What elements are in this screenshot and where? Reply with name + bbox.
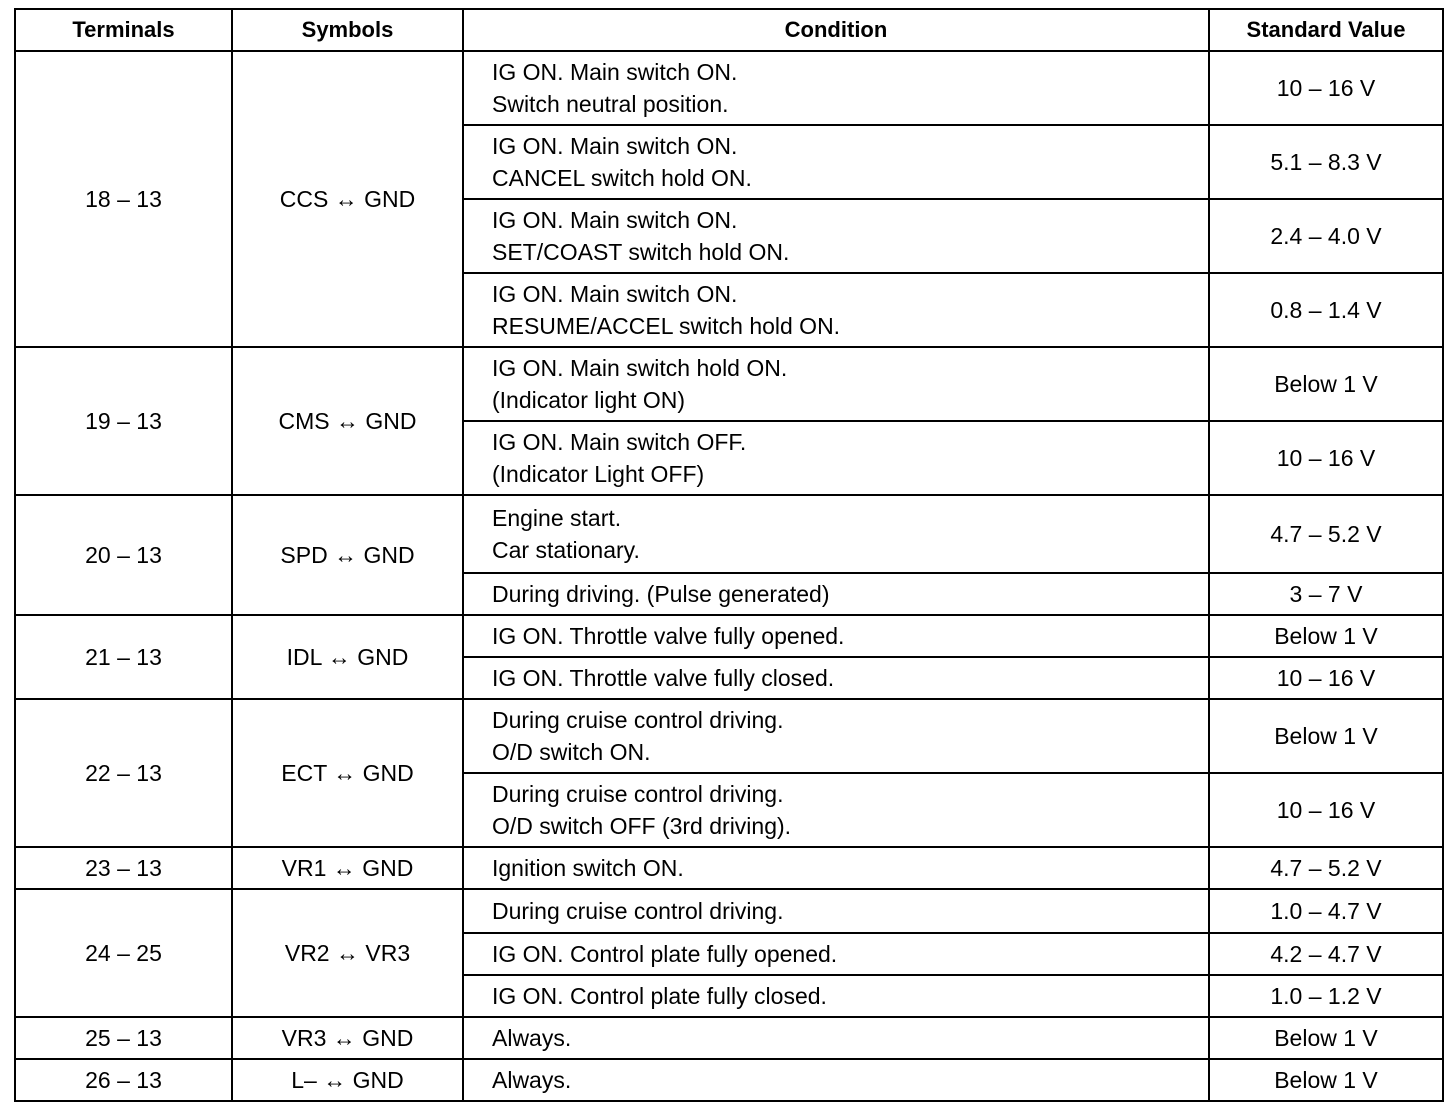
condition-line: During cruise control driving. xyxy=(492,898,784,924)
condition-line: IG ON. Main switch hold ON. xyxy=(492,355,788,381)
terminals-cell: 22 – 13 xyxy=(15,699,232,847)
header-condition: Condition xyxy=(463,9,1209,51)
condition-line: IG ON. Main switch OFF. xyxy=(492,429,747,455)
condition-cell xyxy=(463,421,1209,495)
condition-cell xyxy=(463,699,1209,773)
symbol-cell: CCS ↔ GND xyxy=(232,51,463,347)
terminals-cell: 26 – 13 xyxy=(15,1059,232,1101)
table-row xyxy=(15,615,1443,657)
table-row xyxy=(15,495,1443,573)
condition-line: IG ON. Throttle valve fully opened. xyxy=(492,623,845,649)
condition-cell xyxy=(463,199,1209,273)
standard-value-cell: 3 – 7 V xyxy=(1209,573,1443,615)
condition-line: O/D switch OFF (3rd driving). xyxy=(492,813,792,839)
table-body xyxy=(15,51,1443,1101)
header-symbols: Symbols xyxy=(232,9,463,51)
table-row xyxy=(15,1017,1443,1059)
terminals-cell: 25 – 13 xyxy=(15,1017,232,1059)
condition-cell xyxy=(463,51,1209,125)
table-row xyxy=(15,699,1443,773)
symbol-cell: VR1 ↔ GND xyxy=(232,847,463,889)
condition-line: Engine start. xyxy=(492,505,622,531)
terminals-cell: 18 – 13 xyxy=(15,51,232,347)
condition-line: Always. xyxy=(492,1025,572,1051)
condition-line: IG ON. Main switch ON. xyxy=(492,207,738,233)
standard-value-cell: Below 1 V xyxy=(1209,1059,1443,1101)
condition-cell xyxy=(463,573,1209,615)
condition-cell xyxy=(463,933,1209,975)
standard-value-cell: 1.0 – 4.7 V xyxy=(1209,889,1443,933)
standard-value-cell: Below 1 V xyxy=(1209,699,1443,773)
symbol-cell: ECT ↔ GND xyxy=(232,699,463,847)
condition-line: (Indicator Light OFF) xyxy=(492,461,705,487)
condition-cell xyxy=(463,657,1209,699)
table-row xyxy=(15,847,1443,889)
standard-value-cell: 4.7 – 5.2 V xyxy=(1209,847,1443,889)
condition-cell xyxy=(463,847,1209,889)
header-row xyxy=(15,9,1443,51)
symbol-cell: CMS ↔ GND xyxy=(232,347,463,495)
symbol-cell: VR3 ↔ GND xyxy=(232,1017,463,1059)
condition-line: SET/COAST switch hold ON. xyxy=(492,239,790,265)
table-row xyxy=(15,889,1443,933)
condition-cell xyxy=(463,273,1209,347)
standard-value-cell: 4.2 – 4.7 V xyxy=(1209,933,1443,975)
condition-line: IG ON. Main switch ON. xyxy=(492,281,738,307)
condition-line: O/D switch ON. xyxy=(492,739,651,765)
condition-line: IG ON. Throttle valve fully closed. xyxy=(492,665,835,691)
condition-cell xyxy=(463,347,1209,421)
condition-line: During cruise control driving. xyxy=(492,707,784,733)
header-standard-value: Standard Value xyxy=(1209,9,1443,51)
terminals-cell: 20 – 13 xyxy=(15,495,232,615)
condition-cell xyxy=(463,615,1209,657)
symbol-cell: SPD ↔ GND xyxy=(232,495,463,615)
condition-line: RESUME/ACCEL switch hold ON. xyxy=(492,313,841,339)
condition-cell xyxy=(463,495,1209,573)
header-terminals: Terminals xyxy=(15,9,232,51)
standard-value-cell: 4.7 – 5.2 V xyxy=(1209,495,1443,573)
symbol-cell: L– ↔ GND xyxy=(232,1059,463,1101)
terminals-cell: 19 – 13 xyxy=(15,347,232,495)
standard-value-cell: 5.1 – 8.3 V xyxy=(1209,125,1443,199)
symbol-cell: IDL ↔ GND xyxy=(232,615,463,699)
condition-line: Ignition switch ON. xyxy=(492,855,684,881)
condition-line: During driving. (Pulse generated) xyxy=(492,581,830,607)
condition-line: IG ON. Main switch ON. xyxy=(492,133,738,159)
condition-cell xyxy=(463,889,1209,933)
terminal-spec-table xyxy=(14,8,1444,1102)
symbol-cell: VR2 ↔ VR3 xyxy=(232,889,463,1017)
table-row xyxy=(15,51,1443,125)
terminals-cell: 23 – 13 xyxy=(15,847,232,889)
standard-value-cell: Below 1 V xyxy=(1209,615,1443,657)
condition-cell xyxy=(463,773,1209,847)
table-row xyxy=(15,1059,1443,1101)
table-row xyxy=(15,347,1443,421)
condition-line: CANCEL switch hold ON. xyxy=(492,165,752,191)
condition-line: During cruise control driving. xyxy=(492,781,784,807)
condition-cell xyxy=(463,125,1209,199)
standard-value-cell: Below 1 V xyxy=(1209,1017,1443,1059)
condition-line: IG ON. Control plate fully opened. xyxy=(492,941,838,967)
condition-cell xyxy=(463,1017,1209,1059)
standard-value-cell: Below 1 V xyxy=(1209,347,1443,421)
condition-line: Switch neutral position. xyxy=(492,91,729,117)
terminals-cell: 24 – 25 xyxy=(15,889,232,1017)
condition-cell xyxy=(463,975,1209,1017)
standard-value-cell: 2.4 – 4.0 V xyxy=(1209,199,1443,273)
standard-value-cell: 0.8 – 1.4 V xyxy=(1209,273,1443,347)
condition-line: IG ON. Control plate fully closed. xyxy=(492,983,827,1009)
terminals-cell: 21 – 13 xyxy=(15,615,232,699)
standard-value-cell: 1.0 – 1.2 V xyxy=(1209,975,1443,1017)
standard-value-cell: 10 – 16 V xyxy=(1209,773,1443,847)
standard-value-cell: 10 – 16 V xyxy=(1209,657,1443,699)
condition-cell xyxy=(463,1059,1209,1101)
condition-line: IG ON. Main switch ON. xyxy=(492,59,738,85)
standard-value-cell: 10 – 16 V xyxy=(1209,421,1443,495)
condition-line: Car stationary. xyxy=(492,537,640,563)
standard-value-cell: 10 – 16 V xyxy=(1209,51,1443,125)
condition-line: (Indicator light ON) xyxy=(492,387,686,413)
condition-line: Always. xyxy=(492,1067,572,1093)
